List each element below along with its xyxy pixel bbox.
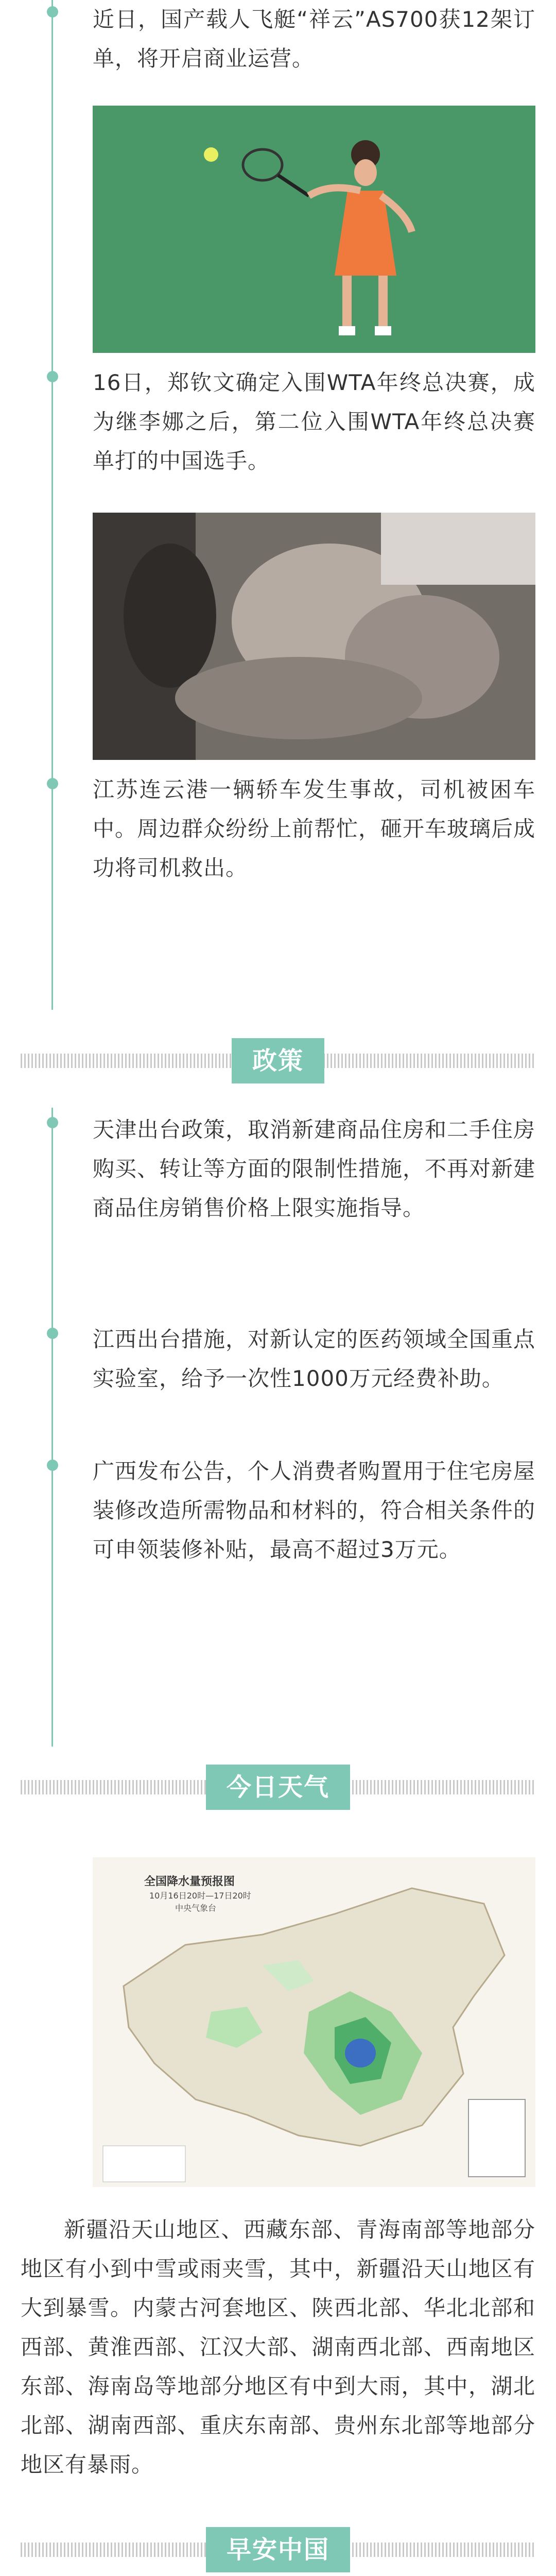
weather-map-source: 中央气象台	[175, 1903, 217, 1913]
timeline-line-top	[51, 0, 53, 1010]
tennis-photo	[93, 106, 535, 353]
timeline-line-policy	[51, 1108, 53, 1747]
weather-map-title: 全国降水量预报图	[144, 1875, 235, 1888]
timeline-dot	[47, 1117, 58, 1128]
section-header-weather	[21, 1754, 535, 1816]
timeline-dot	[47, 1460, 58, 1471]
news-item-1: 近日，国产载人飞艇“祥云”AS700获12架订单，将开启商业运营。	[93, 7, 535, 71]
news-item-3: 江苏连云港一辆轿车发生事故，司机被困车中。周边群众纷纷上前帮忙，砸开车玻璃后成功将司机救出。	[93, 777, 536, 880]
timeline-dot	[47, 371, 58, 382]
section-header-policy	[21, 1028, 535, 1090]
section-title: 政策	[232, 1038, 324, 1083]
section-title: 早安中国	[206, 2527, 350, 2572]
section-header-morning	[21, 2517, 535, 2576]
section-title: 今日天气	[206, 1765, 350, 1810]
policy-item-2: 江西出台措施，对新认定的医药领域全国重点实验室，给予一次性1000万元经费补助。	[93, 1327, 536, 1391]
weather-map	[93, 1857, 535, 2187]
weather-forecast-text: 新疆沿天山地区、西藏东部、青海南部等地部分地区有小到中雪或雨夹雪，其中，新疆沿天山地区有大到暴雪。内蒙古河套地区、陕西北部、华北北部和西部、黄淮西部、江汉大部、湖南西北部、西南地区东部、海南岛等地部分地区有中到大雨，其中，湖北北部、湖南西部、重庆东南部、贵州东北部等地部分地区有暴雨。	[21, 2217, 535, 2477]
car-accident-photo	[93, 513, 535, 760]
policy-item-3: 广西发布公告，个人消费者购置用于住宅房屋装修改造所需物品和材料的，符合相关条件的可申领装修补贴，最高不超过3万元。	[93, 1459, 536, 1562]
news-item-2: 16日，郑钦文确定入围WTA年终总决赛，成为继李娜之后，第二位入围WTA年终总决赛单打的中国选手。	[93, 370, 535, 473]
weather-map-subtitle: 10月16日20时—17日20时	[149, 1891, 251, 1901]
timeline-dot	[47, 778, 58, 789]
policy-item-1: 天津出台政策，取消新建商品住房和二手住房购买、转让等方面的限制性措施，不再对新建商品住房销售价格上限实施指导。	[93, 1117, 536, 1221]
timeline-dot	[47, 1328, 58, 1339]
timeline-dot	[47, 6, 58, 18]
